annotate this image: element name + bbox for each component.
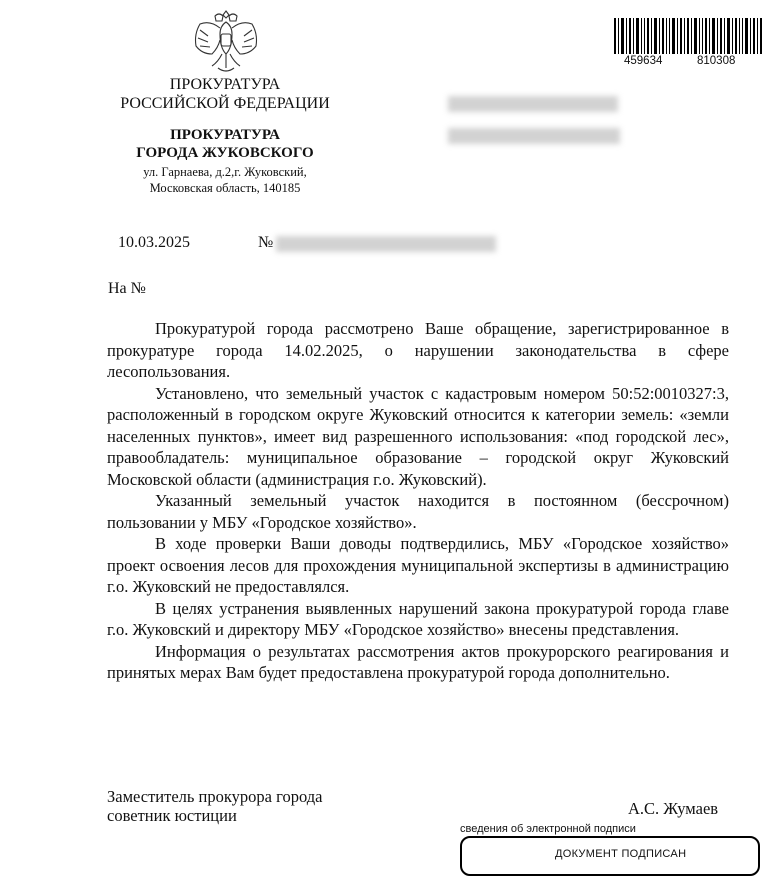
esignature-stamp-text: ДОКУМЕНТ ПОДПИСАН <box>555 848 687 860</box>
barcode-bars <box>614 18 764 54</box>
redacted-recipient-line-1 <box>448 96 618 112</box>
paragraph-2: Установлено, что земельный участок с кадастровым номером 50:52:0010327:3, расположенный в городском округе Жуковский относится к категории земель: «земли населенных пунктов», имеет вид разрешенного использования: «под городской лес», правообладатель: муниципальное образование – городской округ Жуковский Московской области (администрация г.о. Жуковский). <box>107 383 729 489</box>
coat-of-arms-icon <box>188 8 264 78</box>
paragraph-3: Указанный земельный участок находится в постоянном (бессрочном) пользовании у МБУ «Городское хозяйство». <box>107 491 729 532</box>
signatory-position-line-1: Заместитель прокурора города <box>107 787 323 806</box>
office-name <box>100 126 350 162</box>
office-line-2: ГОРОДА ЖУКОВСКОГО <box>136 145 314 161</box>
signatory-name: А.С. Жумаев <box>628 799 719 818</box>
paragraph-5: В целях устранения выявленных нарушений закона прокуратурой города главе г.о. Жуковский и директору МБУ «Городское хозяйство» внесены представления. <box>107 598 729 639</box>
office-line-1: ПРОКУРАТУРА <box>170 127 280 143</box>
letter-body <box>107 318 729 684</box>
office-address <box>100 164 350 196</box>
redacted-document-number <box>276 236 496 252</box>
paragraph-6: Информация о результатах рассмотрения актов прокурорского реагирования и принятых мерах Вам будет предоставлена прокуратурой города дополнительно. <box>107 641 729 682</box>
address-line-1: ул. Гарнаева, д.2,г. Жуковский, <box>143 165 307 179</box>
authority-line-2: РОССИЙСКОЙ ФЕДЕРАЦИИ <box>120 95 330 112</box>
barcode-digits-left: 459634 <box>624 55 663 67</box>
barcode <box>614 18 764 56</box>
document-number-label: № <box>258 234 274 251</box>
authority-name <box>100 75 350 113</box>
esignature-caption: сведения об электронной подписи <box>460 823 636 835</box>
authority-line-1: ПРОКУРАТУРА <box>169 76 281 93</box>
paragraph-4: В ходе проверки Ваши доводы подтвердились, МБУ «Городское хозяйство» проект освоения лесов для прохождения муниципальной экспертизы в администрацию г.о. Жуковский не предоставлялся. <box>107 534 729 596</box>
signatory-position-line-2: советник юстиции <box>107 806 237 825</box>
document-date: 10.03.2025 <box>118 234 190 251</box>
redacted-recipient-line-2 <box>448 128 620 144</box>
paragraph-1: Прокуратурой города рассмотрено Ваше обращение, зарегистрированное в прокуратуре города 14.02.2025, о нарушении законодательства в сфере лесопользования. <box>107 319 729 381</box>
barcode-digits-right: 810308 <box>697 55 736 67</box>
reply-to-label: На № <box>108 280 146 297</box>
signatory-position <box>107 787 322 825</box>
address-line-2: Московская область, 140185 <box>149 181 301 195</box>
